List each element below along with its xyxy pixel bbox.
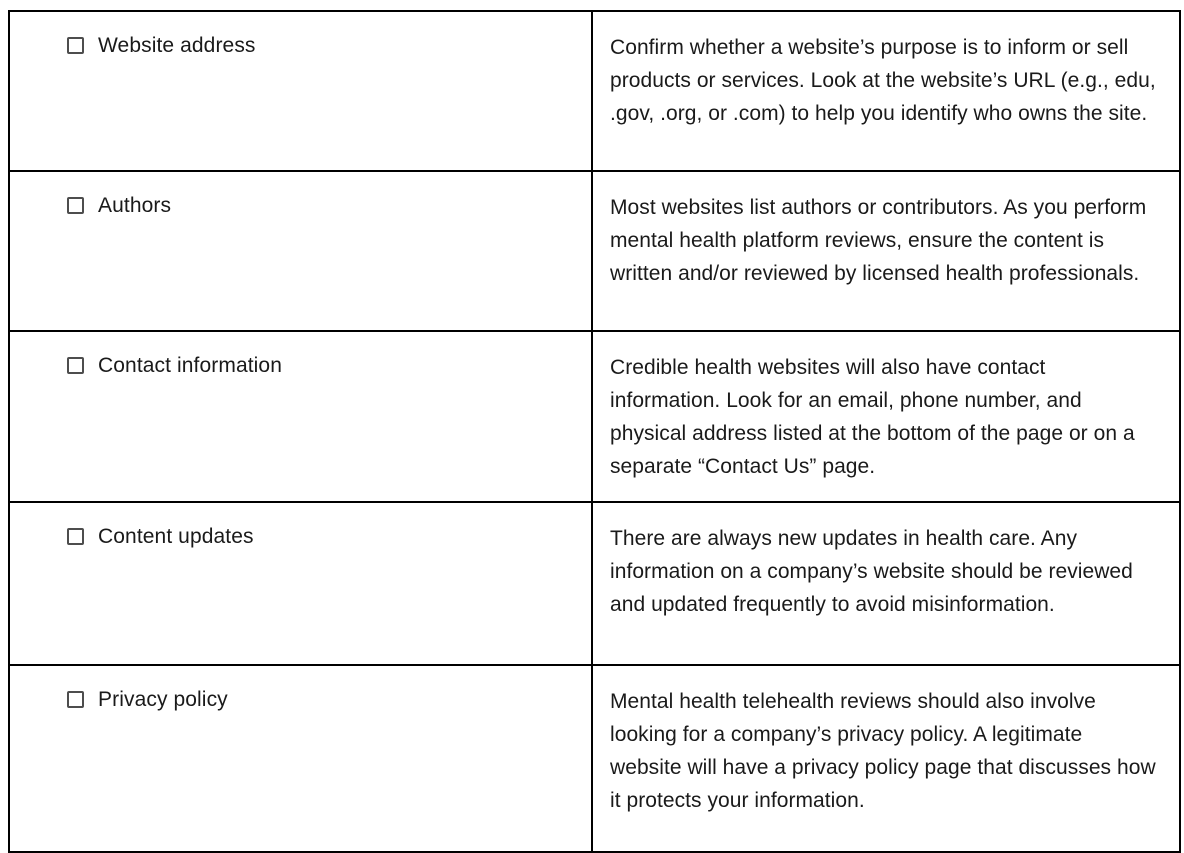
checklist-item-label: Privacy policy bbox=[98, 688, 228, 711]
table-row bbox=[9, 11, 1180, 171]
checkbox-icon[interactable] bbox=[67, 37, 84, 54]
description-inner bbox=[593, 503, 1179, 639]
description-inner bbox=[593, 332, 1179, 501]
credibility-checklist-table bbox=[8, 10, 1181, 853]
description-inner bbox=[593, 172, 1179, 308]
checklist-item-inner bbox=[10, 503, 591, 625]
description-cell bbox=[592, 502, 1180, 665]
checklist-item-inner bbox=[10, 332, 591, 454]
checklist-item-label: Authors bbox=[98, 194, 172, 217]
description-cell bbox=[592, 171, 1180, 331]
description-inner bbox=[593, 12, 1179, 148]
checklist-item-inner bbox=[10, 666, 591, 788]
checklist-item-cell[interactable] bbox=[9, 171, 592, 331]
checkbox-icon[interactable] bbox=[67, 197, 84, 214]
checklist-item-inner bbox=[10, 12, 591, 134]
checklist-item-label: Contact information bbox=[98, 354, 282, 377]
table-row bbox=[9, 171, 1180, 331]
checklist-item-cell[interactable] bbox=[9, 665, 592, 852]
description-text: Mental health telehealth reviews should also involve looking for a company’s privacy policy. A legitimate website will have a privacy policy page that discusses how it protects your information. bbox=[610, 690, 1156, 812]
table-row bbox=[9, 331, 1180, 502]
description-cell bbox=[592, 331, 1180, 502]
description-text: Most websites list authors or contributors. As you perform mental health platform reviews, ensure the content is written and/or reviewed by licensed health professionals. bbox=[610, 196, 1147, 285]
checkbox-icon[interactable] bbox=[67, 691, 84, 708]
checklist-item-label: Content updates bbox=[98, 525, 254, 548]
description-text: Confirm whether a website’s purpose is to inform or sell products or services. Look at the website’s URL (e.g., edu, .gov, .org, or .com) to help you identify who owns the site. bbox=[610, 36, 1156, 125]
table-body bbox=[9, 11, 1180, 852]
checklist-item-inner bbox=[10, 172, 591, 294]
description-text: There are always new updates in health care. Any information on a company’s website should be reviewed and updated frequently to avoid misinformation. bbox=[610, 527, 1133, 616]
checkbox-icon[interactable] bbox=[67, 528, 84, 545]
checklist-item-cell[interactable] bbox=[9, 11, 592, 171]
checkbox-icon[interactable] bbox=[67, 357, 84, 374]
description-inner bbox=[593, 666, 1179, 835]
table-row bbox=[9, 502, 1180, 665]
description-cell bbox=[592, 11, 1180, 171]
checklist-item-cell[interactable] bbox=[9, 502, 592, 665]
description-cell bbox=[592, 665, 1180, 852]
checklist-item-label: Website address bbox=[98, 34, 256, 57]
checklist-item-cell[interactable] bbox=[9, 331, 592, 502]
table-row bbox=[9, 665, 1180, 852]
description-text: Credible health websites will also have contact information. Look for an email, phone number, and physical address listed at the bottom of the page or on a separate “Contact Us” page. bbox=[610, 356, 1135, 478]
